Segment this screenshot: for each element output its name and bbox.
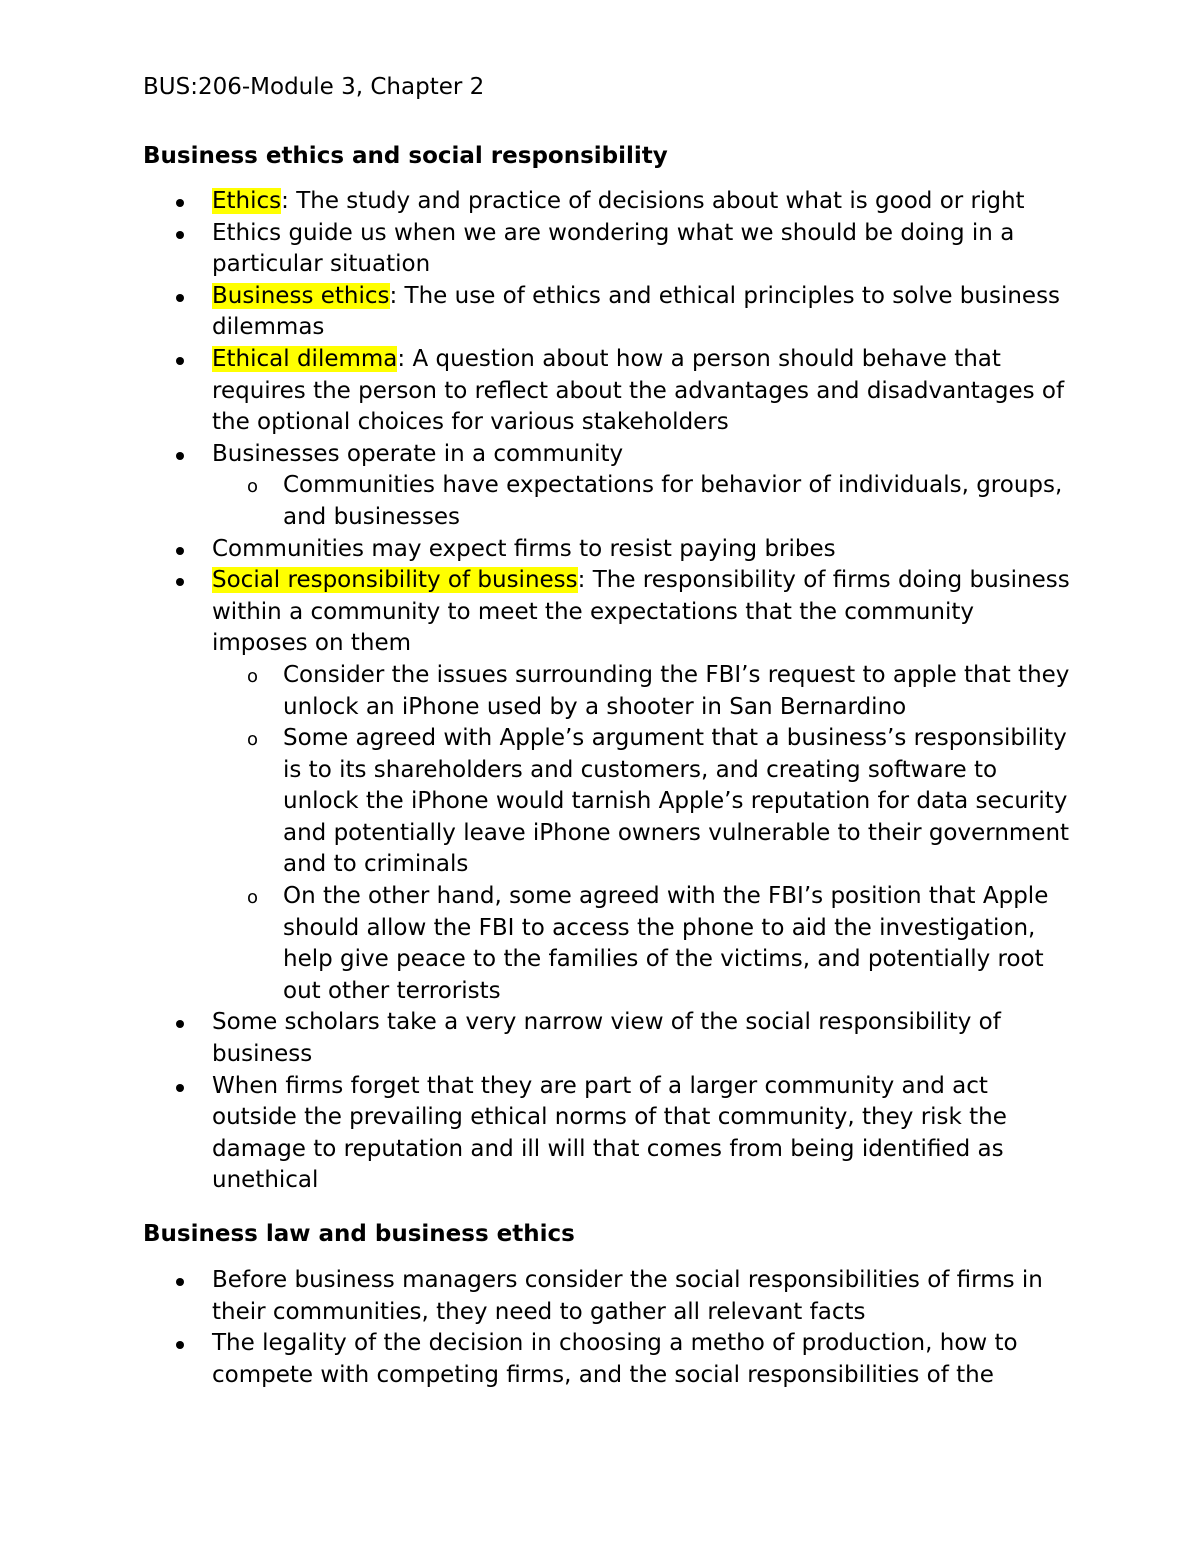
list-item (143, 439, 1073, 534)
list-item-text: Ethics guide us when we are wondering what we should be doing in a particular situation (212, 219, 1015, 278)
highlighted-term: Social responsibility of business (212, 567, 578, 594)
list-item-text: : The use of ethics and ethical principles to solve business dilemmas (212, 282, 1061, 341)
list-item (143, 1071, 1073, 1197)
list-item-text: Communities may expect firms to resist paying bribes (212, 535, 836, 562)
bullet-list-law (143, 1265, 1073, 1391)
sub-list-item: o Communities have expectations for behavior of individuals, groups, and businesses (212, 470, 1073, 533)
list-item-text: : The study and practice of decisions about what is good or right (281, 188, 1025, 214)
list-item (143, 565, 1073, 1007)
highlighted-term: Ethics (212, 188, 282, 214)
list-item (143, 186, 1073, 218)
list-item-text: Businesses operate in a community (212, 440, 624, 467)
list-item (143, 1007, 1073, 1070)
sub-list (212, 660, 1073, 1008)
sub-list (212, 470, 1073, 533)
list-item-text: : The responsibility of firms doing business within a community to meet the expectations that the community imposes on them (212, 567, 1070, 657)
list-item (143, 1328, 1073, 1391)
sub-list-item: o Some agreed with Apple’s argument that a business’s responsibility is to its shareholders and customers, and creating software to unlock the iPhone would tarnish Apple’s reputation for data security and potentially leave iPhone owners vulnerable to their government and to criminals (212, 723, 1073, 881)
list-item-text: Some scholars take a very narrow view of the social responsibility of business (212, 1009, 1001, 1068)
list-item-text: When firms forget that they are part of a larger community and act outside the prevailing ethical norms of that community, they risk the damage to reputation and ill will that comes from being identified as unethical (212, 1072, 1007, 1194)
list-item-text: The legality of the decision in choosing a metho of production, how to compete with competing firms, and the social responsibilities of the (212, 1330, 1018, 1388)
list-item (143, 534, 1073, 566)
list-item (143, 344, 1073, 439)
section-heading-law: Business law and business ethics (143, 1221, 575, 1247)
list-item (143, 281, 1073, 344)
bullet-list-ethics (143, 186, 1073, 1197)
highlighted-term: Business ethics (212, 282, 390, 309)
section-heading-ethics: Business ethics and social responsibility (143, 143, 668, 169)
sub-list-item: o On the other hand, some agreed with the FBI’s position that Apple should allow the FBI to access the phone to aid the investigation, help give peace to the families of the victims, and potentially root out other terrorists (212, 881, 1073, 1007)
list-item-text: : A question about how a person should behave that requires the person to reflect about the advantages and disadvantages of the optional choices for various stakeholders (212, 345, 1065, 436)
list-item (143, 218, 1073, 281)
highlighted-term: Ethical dilemma (212, 345, 398, 372)
list-item (143, 1265, 1073, 1328)
sub-list-item: o Consider the issues surrounding the FBI’s request to apple that they unlock an iPhone used by a shooter in San Bernardino (212, 660, 1073, 723)
list-item-text: Before business managers consider the social responsibilities of firms in their communities, they need to gather all relevant facts (212, 1267, 1043, 1325)
page-header: BUS:206-Module 3, Chapter 2 (143, 74, 485, 100)
